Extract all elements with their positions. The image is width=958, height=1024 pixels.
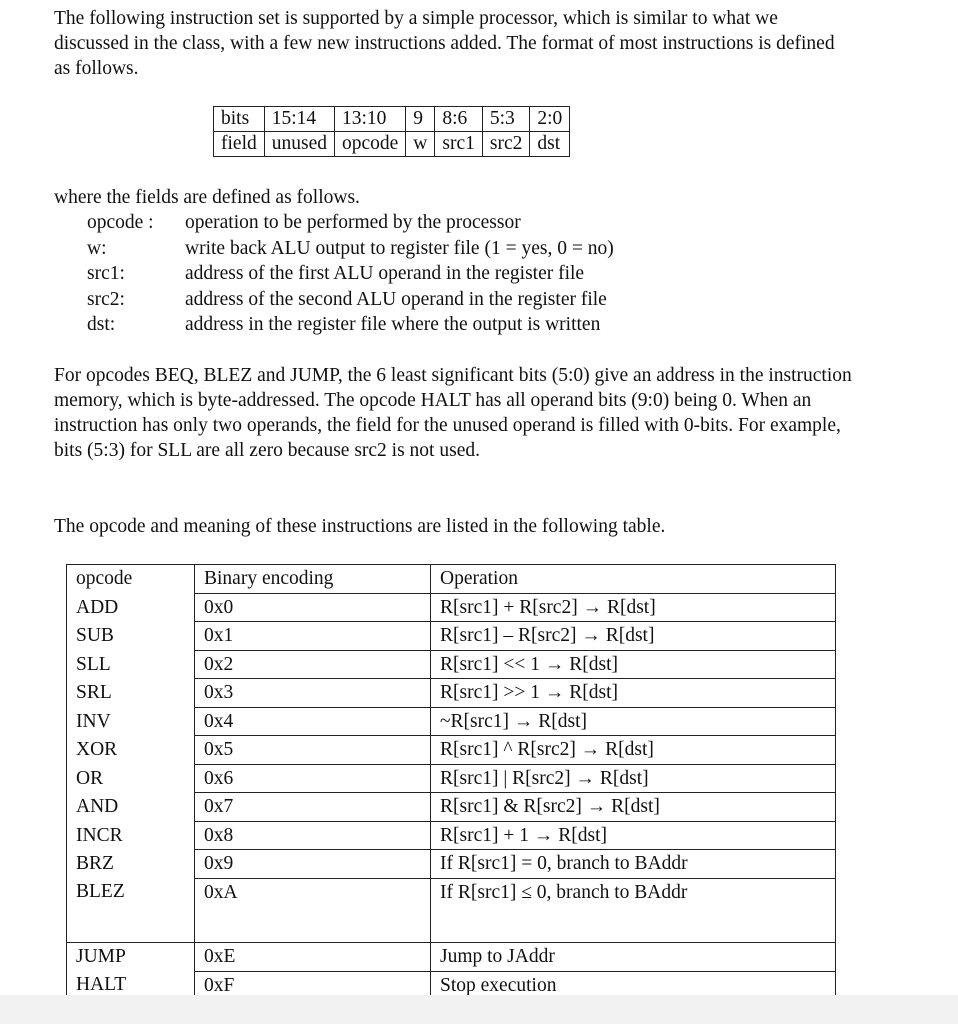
operation-cell: Stop execution — [431, 971, 836, 1000]
operation-cell: Jump to JAddr — [431, 943, 836, 972]
definition-row — [87, 312, 614, 338]
format-cell: src2 — [482, 132, 530, 157]
table-row — [67, 736, 836, 765]
format-cell: 15:14 — [264, 107, 334, 132]
opcode-cell: JUMP — [67, 943, 195, 972]
definition-value: address of the first ALU operand in the register file — [185, 263, 585, 284]
definition-value: address in the register file where the output is written — [185, 314, 601, 335]
operation-cell: R[src1] | R[src2] → R[dst] — [431, 764, 836, 793]
definition-key: src2: — [87, 288, 125, 310]
instruction-format-table — [213, 106, 570, 157]
format-cell: 5:3 — [482, 107, 530, 132]
format-cell: dst — [530, 132, 570, 157]
operation-cell — [431, 906, 836, 943]
header-cell-operation: Operation — [431, 565, 836, 594]
encoding-cell — [195, 906, 431, 943]
encoding-cell: 0x6 — [195, 764, 431, 793]
format-cell: w — [406, 132, 435, 157]
table-row — [67, 593, 836, 622]
addressing-paragraph: For opcodes BEQ, BLEZ and JUMP, the 6 least significant bits (5:0) give an address in the instruction memory, which is byte-addressed. The opcode HALT has all operand bits (9:0) being 0. When an instruction has only two operands, the field for the unused operand is filled with 0-bits. For example, bits (5:3) for SLL are all zero because src2 is not used. — [54, 365, 852, 461]
table-row — [67, 793, 836, 822]
format-cell: 2:0 — [530, 107, 570, 132]
field-definitions — [87, 210, 614, 338]
format-cell: bits — [214, 107, 265, 132]
opcode-cell: SLL — [67, 650, 195, 679]
table-row — [67, 707, 836, 736]
table-intro-line: The opcode and meaning of these instructions are listed in the following table. — [54, 516, 666, 537]
definition-row — [87, 236, 614, 262]
opcode-cell: INCR — [67, 821, 195, 850]
table-row — [67, 650, 836, 679]
operation-cell: R[src1] >> 1 → R[dst] — [431, 679, 836, 708]
table-row — [67, 764, 836, 793]
opcode-cell: AND — [67, 793, 195, 822]
opcode-cell: SRL — [67, 679, 195, 708]
encoding-cell: 0xE — [195, 943, 431, 972]
opcode-table — [66, 564, 836, 1000]
opcode-cell: INV — [67, 707, 195, 736]
fields-intro-line: where the fields are defined as follows. — [54, 187, 360, 208]
definition-value: write back ALU output to register file (1 = yes, 0 = no) — [185, 237, 614, 259]
encoding-cell: 0x0 — [195, 593, 431, 622]
table-row — [67, 679, 836, 708]
definition-key: opcode : — [87, 212, 154, 233]
opcode-table-header — [67, 565, 836, 594]
opcode-cell: HALT — [67, 971, 195, 1000]
opcode-cell — [67, 906, 195, 943]
format-cell: 8:6 — [435, 107, 483, 132]
format-cell: 13:10 — [334, 107, 405, 132]
opcode-cell: ADD — [67, 593, 195, 622]
opcode-cell: BRZ — [67, 850, 195, 879]
operation-cell: R[src1] + R[src2] → R[dst] — [431, 593, 836, 622]
operation-cell: R[src1] – R[src2] → R[dst] — [431, 622, 836, 651]
definition-key: src1: — [87, 263, 125, 284]
definition-key: dst: — [87, 314, 116, 335]
encoding-cell: 0x4 — [195, 707, 431, 736]
operation-cell: If R[src1] ≤ 0, branch to BAddr — [431, 878, 836, 906]
encoding-cell: 0x5 — [195, 736, 431, 765]
encoding-cell: 0x3 — [195, 679, 431, 708]
table-row — [67, 878, 836, 906]
format-cell: 9 — [406, 107, 435, 132]
operation-cell: R[src1] ^ R[src2] → R[dst] — [431, 736, 836, 765]
operation-cell: ~R[src1] → R[dst] — [431, 707, 836, 736]
operation-cell: R[src1] & R[src2] → R[dst] — [431, 793, 836, 822]
definition-row — [87, 261, 614, 287]
encoding-cell: 0x2 — [195, 650, 431, 679]
table-row — [67, 850, 836, 879]
definition-row — [87, 287, 614, 313]
format-cell: opcode — [334, 132, 405, 157]
header-cell-opcode: opcode — [67, 565, 195, 594]
operation-cell: R[src1] << 1 → R[dst] — [431, 650, 836, 679]
table-row — [67, 943, 836, 972]
definition-key: w: — [87, 237, 107, 259]
definition-value: address of the second ALU operand in the register file — [185, 288, 607, 310]
operation-cell: R[src1] + 1 → R[dst] — [431, 821, 836, 850]
opcode-cell: BLEZ — [67, 878, 195, 906]
format-row-bits — [214, 107, 570, 132]
format-row-field — [214, 132, 570, 157]
table-row — [67, 821, 836, 850]
encoding-cell: 0xA — [195, 878, 431, 906]
page-bottom-edge — [0, 995, 958, 1024]
header-cell-encoding: Binary encoding — [195, 565, 431, 594]
opcode-cell: SUB — [67, 622, 195, 651]
encoding-cell: 0x1 — [195, 622, 431, 651]
intro-paragraph: The following instruction set is supported by a simple processor, which is similar to what we discussed in the class, with a few new instructions added. The format of most instructions is defined as follows. — [54, 8, 835, 79]
opcode-cell: XOR — [67, 736, 195, 765]
table-row — [67, 622, 836, 651]
format-cell: unused — [264, 132, 334, 157]
definition-row — [87, 210, 614, 236]
format-cell: field — [214, 132, 265, 157]
definition-value: operation to be performed by the processor — [185, 212, 521, 233]
encoding-cell: 0xF — [195, 971, 431, 1000]
table-row-blank — [67, 906, 836, 943]
encoding-cell: 0x7 — [195, 793, 431, 822]
opcode-cell: OR — [67, 764, 195, 793]
encoding-cell: 0x8 — [195, 821, 431, 850]
operation-cell: If R[src1] = 0, branch to BAddr — [431, 850, 836, 879]
encoding-cell: 0x9 — [195, 850, 431, 879]
format-cell: src1 — [435, 132, 483, 157]
